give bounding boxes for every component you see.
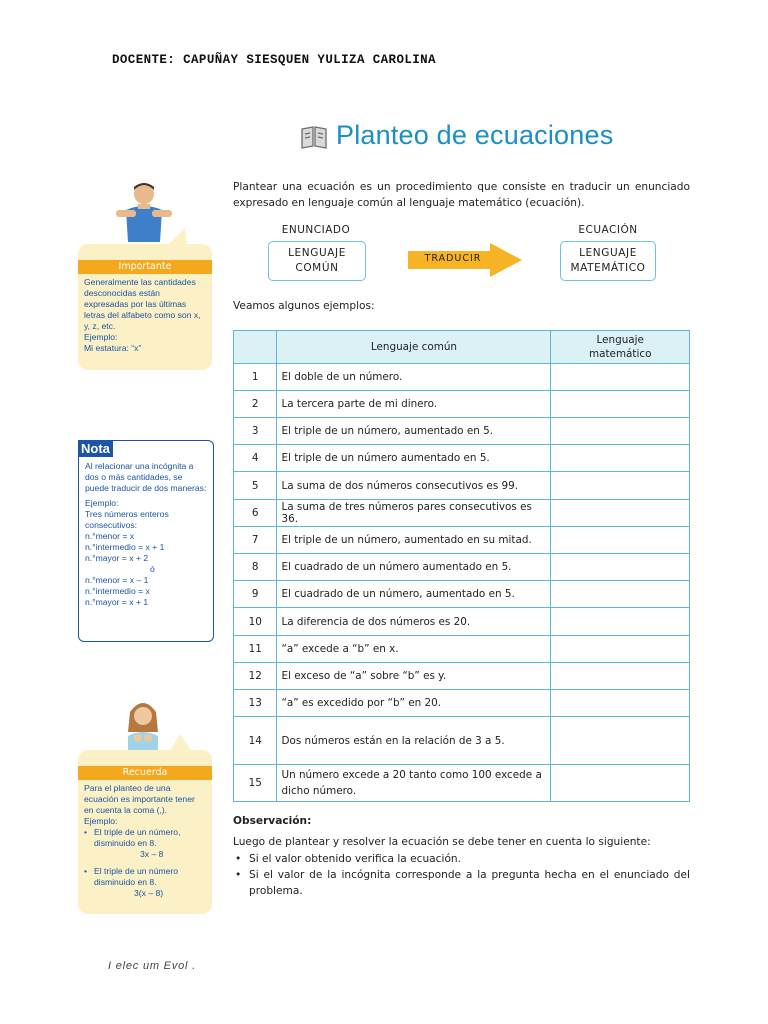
row-number: 7 <box>234 527 277 554</box>
row-text: “a” excede a “b” en x. <box>277 636 551 663</box>
table-row <box>234 608 690 636</box>
traducir-label: TRADUCIR <box>424 253 482 264</box>
row-text: El triple de un número aumentado en 5. <box>277 445 551 472</box>
nota-b2: n.°intermedio = x <box>85 586 150 596</box>
row-text: El doble de un número. <box>277 364 551 391</box>
row-text: El cuadrado de un número aumentado en 5. <box>277 554 551 581</box>
nota-card <box>78 440 214 642</box>
row-number: 13 <box>234 690 277 717</box>
row-text: El triple de un número, aumentado en 5. <box>277 418 551 445</box>
header-number <box>234 331 277 364</box>
row-number: 1 <box>234 364 277 391</box>
table-row <box>234 472 690 500</box>
row-number: 6 <box>234 500 277 527</box>
table-row <box>234 690 690 717</box>
row-answer-cell[interactable] <box>551 765 690 802</box>
table-row <box>234 636 690 663</box>
observation-text: Luego de plantear y resolver la ecuación se debe tener en cuenta lo siguiente: <box>233 836 651 848</box>
header-math-line2: matemático <box>588 348 652 360</box>
row-answer-cell[interactable] <box>551 527 690 554</box>
table-header-row <box>234 331 690 364</box>
recuerda-title: Recuerda <box>78 766 212 780</box>
book-icon <box>300 124 328 150</box>
row-number: 3 <box>234 418 277 445</box>
nota-a2: n.°intermedio = x + 1 <box>85 542 165 552</box>
list-item: • Si el valor obtenido verifica la ecuación. <box>233 851 690 867</box>
right-box-line1: LENGUAJE <box>579 247 637 259</box>
row-text: La tercera parte de mi dinero. <box>277 391 551 418</box>
table-row <box>234 717 690 765</box>
row-text: “a” es excedido por “b” en 20. <box>277 690 551 717</box>
recuerda-eq2: 3(x – 8) <box>134 888 164 898</box>
row-answer-cell[interactable] <box>551 608 690 636</box>
ecuacion-label: ECUACIÓN <box>578 224 638 236</box>
importante-line3: Mi estatura: “x” <box>84 343 142 353</box>
header-math-line1: Lenguaje <box>596 334 644 346</box>
importante-tail <box>165 228 195 248</box>
importante-title: Importante <box>78 260 212 274</box>
left-box-line2: COMÚN <box>295 262 339 274</box>
row-text: Dos números están en la relación de 3 a 5. <box>277 717 551 765</box>
recuerda-ejemplo: Ejemplo: <box>84 816 118 826</box>
row-text: La diferencia de dos números es 20. <box>277 608 551 636</box>
row-answer-cell[interactable] <box>551 391 690 418</box>
importante-body <box>78 274 212 354</box>
row-answer-cell[interactable] <box>551 636 690 663</box>
header-math-language <box>551 331 690 364</box>
row-answer-cell[interactable] <box>551 717 690 765</box>
table-row <box>234 554 690 581</box>
examples-label: Veamos algunos ejemplos: <box>233 300 375 312</box>
table-row <box>234 391 690 418</box>
nota-title: Nota <box>78 440 113 457</box>
recuerda-tail <box>168 734 198 754</box>
page-title: Planteo de ecuaciones <box>336 120 614 150</box>
row-number: 12 <box>234 663 277 690</box>
row-number: 2 <box>234 391 277 418</box>
table-row <box>234 527 690 554</box>
intro-paragraph: Plantear una ecuación es un procedimiento que consiste en traducir un enunciado expresado en lenguaje común al lenguaje matemático (ecuación). <box>233 181 690 209</box>
importante-line2: Ejemplo: <box>84 332 118 342</box>
importante-card <box>78 244 212 370</box>
list-item: • Si el valor de la incógnita corresponde a la pregunta hecha en el enunciado del problema. <box>233 867 690 899</box>
nota-ejemplo: Ejemplo: <box>85 498 119 508</box>
lenguaje-comun-box <box>268 241 366 281</box>
nota-body <box>79 441 213 608</box>
recuerda-item2: • El triple de un número disminuido en 8. <box>84 866 179 887</box>
row-answer-cell[interactable] <box>551 472 690 500</box>
right-box-line2: MATEMÁTICO <box>570 262 646 274</box>
girl-illustration <box>118 698 168 754</box>
recuerda-item2-text: El triple de un número disminuido en 8. <box>94 866 179 887</box>
row-text: El exceso de “a” sobre “b” es y. <box>277 663 551 690</box>
importante-line1: Generalmente las cantidades desconocidas están expresadas por las últimas letras del alfabeto como son x, y, z, etc. <box>84 277 201 331</box>
row-number: 8 <box>234 554 277 581</box>
row-text: La suma de tres números pares consecutivos es 36. <box>277 500 551 527</box>
row-number: 14 <box>234 717 277 765</box>
row-answer-cell[interactable] <box>551 418 690 445</box>
examples-table <box>233 330 690 802</box>
row-number: 10 <box>234 608 277 636</box>
table-row <box>234 663 690 690</box>
recuerda-card <box>78 750 212 914</box>
row-answer-cell[interactable] <box>551 445 690 472</box>
lenguaje-matematico-box <box>560 241 656 281</box>
row-answer-cell[interactable] <box>551 690 690 717</box>
row-answer-cell[interactable] <box>551 554 690 581</box>
row-number: 5 <box>234 472 277 500</box>
table-row <box>234 445 690 472</box>
recuerda-item1-text: El triple de un número, disminuido en 8. <box>94 827 181 848</box>
table-row <box>234 765 690 802</box>
nota-a1: n.°menor = x <box>85 531 135 541</box>
table-row <box>234 500 690 527</box>
header-common-language: Lenguaje común <box>277 331 551 364</box>
row-number: 4 <box>234 445 277 472</box>
enunciado-label: ENUNCIADO <box>281 224 351 236</box>
observation-list <box>233 851 690 899</box>
row-answer-cell[interactable] <box>551 500 690 527</box>
nota-b1: n.°menor = x – 1 <box>85 575 149 585</box>
row-number: 11 <box>234 636 277 663</box>
nota-sep: ó <box>150 564 155 574</box>
recuerda-item1: • El triple de un número, disminuido en 8. <box>84 827 181 848</box>
row-number: 9 <box>234 581 277 608</box>
nota-text: Al relacionar una incógnita a dos o más cantidades, se puede traducir de dos maneras: <box>85 461 207 493</box>
recuerda-text: Para el planteo de una ecuación es importante tener en cuenta la coma (,). <box>84 783 195 815</box>
table-row <box>234 581 690 608</box>
row-text: El triple de un número, aumentado en su mitad. <box>277 527 551 554</box>
row-answer-cell[interactable] <box>551 364 690 391</box>
recuerda-body <box>78 780 212 899</box>
row-answer-cell[interactable] <box>551 581 690 608</box>
row-number: 15 <box>234 765 277 802</box>
left-box-line1: LENGUAJE <box>288 247 346 259</box>
row-text: El cuadrado de un número, aumentado en 5. <box>277 581 551 608</box>
table-row <box>234 364 690 391</box>
nota-a3: n.°mayor = x + 2 <box>85 553 149 563</box>
recuerda-eq1: 3x – 8 <box>140 849 164 859</box>
footer-text: I elec um Evol . <box>108 960 196 972</box>
row-text: La suma de dos números consecutivos es 99. <box>277 472 551 500</box>
nota-b3: n.°mayor = x + 1 <box>85 597 149 607</box>
row-answer-cell[interactable] <box>551 663 690 690</box>
table-row <box>234 418 690 445</box>
docente-header: DOCENTE: CAPUÑAY SIESQUEN YULIZA CAROLINA <box>112 53 436 67</box>
observation-title: Observación: <box>233 815 312 827</box>
nota-desc: Tres números enteros consecutivos: <box>85 509 169 530</box>
row-text: Un número excede a 20 tanto como 100 excede a dicho número. <box>277 765 551 802</box>
